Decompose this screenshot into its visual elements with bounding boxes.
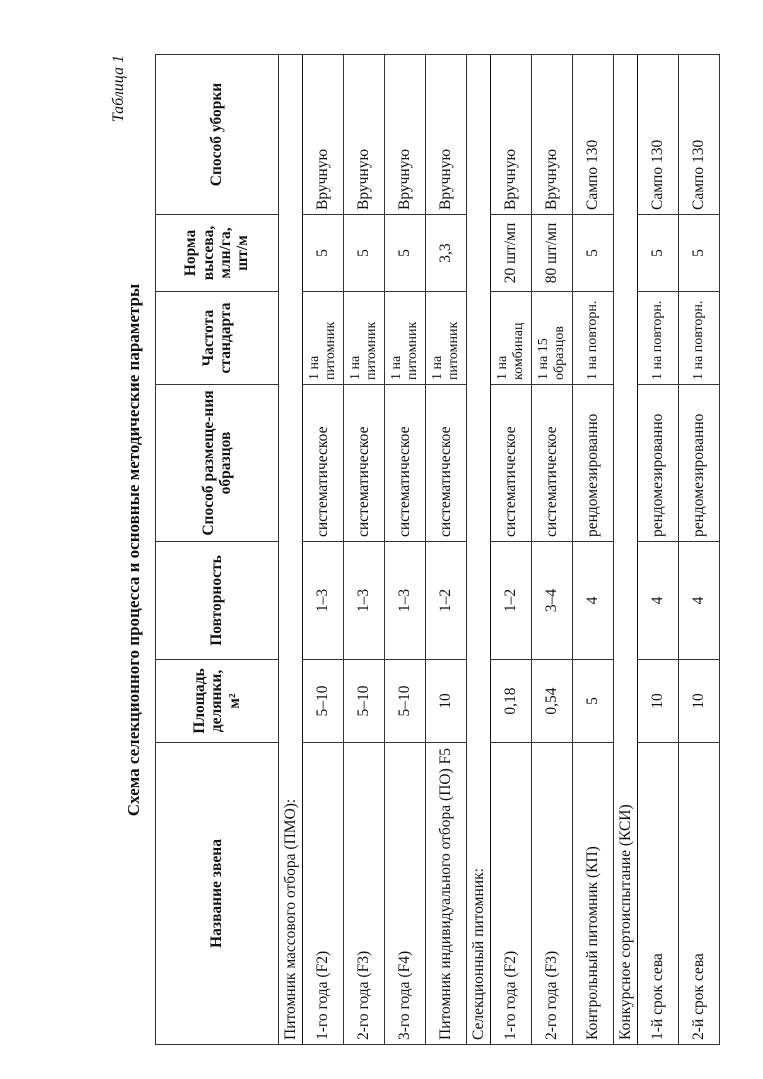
table-row: [344, 55, 385, 1045]
cell-repetition: 4: [573, 542, 614, 660]
col-header-area: Площадь делянки, м²: [156, 660, 279, 743]
table-row: [491, 55, 532, 1045]
table-row: [385, 55, 426, 1045]
col-header-standard-frequency: Частота стандарта: [156, 292, 279, 385]
cell-harvest: Вручную: [532, 55, 573, 215]
col-header-repetition: Повторность: [156, 542, 279, 660]
cell-repetition: 1–2: [426, 542, 467, 660]
cell-seeding-rate: 5: [344, 215, 385, 292]
cell-seeding-rate: 5: [385, 215, 426, 292]
cell-area: 10: [679, 660, 720, 743]
cell-name: 2-го года (F3): [344, 743, 385, 1045]
header-row: [156, 55, 279, 1045]
cell-placement: систематическое: [491, 385, 532, 542]
group-row: [614, 55, 638, 1045]
cell-repetition: 4: [679, 542, 720, 660]
cell-placement: систематическое: [344, 385, 385, 542]
table-row: [426, 55, 467, 1045]
cell-seeding-rate: 3,3: [426, 215, 467, 292]
cell-area: 0,54: [532, 660, 573, 743]
cell-seeding-rate: 20 шт/мп: [491, 215, 532, 292]
col-header-placement: Способ размеще-ния образцов: [156, 385, 279, 542]
cell-seeding-rate: 80 шт/мп: [532, 215, 573, 292]
cell-standard-frequency: 1 на питомник: [385, 292, 426, 385]
cell-standard-frequency: 1 на комбинац: [491, 292, 532, 385]
table-row: [573, 55, 614, 1045]
cell-repetition: 1–2: [491, 542, 532, 660]
cell-placement: рендомезированно: [573, 385, 614, 542]
table-row: [638, 55, 679, 1045]
cell-repetition: 3–4: [532, 542, 573, 660]
cell-area: 5: [573, 660, 614, 743]
group-title: Селекционный питомник:: [467, 55, 491, 1045]
col-header-seeding-rate: Норма высева, млн/га, шт/м: [156, 215, 279, 292]
cell-harvest: Вручную: [344, 55, 385, 215]
group-row: [279, 55, 303, 1045]
cell-standard-frequency: 1 на повторн.: [638, 292, 679, 385]
col-header-harvest: Способ уборки: [156, 55, 279, 215]
cell-repetition: 1–3: [344, 542, 385, 660]
cell-seeding-rate: 5: [573, 215, 614, 292]
table-row: [679, 55, 720, 1045]
cell-placement: систематическое: [303, 385, 344, 542]
cell-standard-frequency: 1 на питомник: [426, 292, 467, 385]
group-row: [467, 55, 491, 1045]
cell-seeding-rate: 5: [303, 215, 344, 292]
cell-repetition: 1–3: [303, 542, 344, 660]
cell-area: 5–10: [303, 660, 344, 743]
cell-repetition: 4: [638, 542, 679, 660]
cell-placement: систематическое: [426, 385, 467, 542]
methodology-table: [155, 54, 720, 1045]
cell-name: Питомник индивидуального отбора (ПО) F5: [426, 743, 467, 1045]
cell-harvest: Сампо 130: [638, 55, 679, 215]
cell-harvest: Вручную: [426, 55, 467, 215]
cell-area: 5–10: [344, 660, 385, 743]
rotated-page: [110, 55, 715, 1045]
cell-area: 0,18: [491, 660, 532, 743]
cell-area: 10: [638, 660, 679, 743]
group-title: Питомник массового отбора (ПМО):: [279, 55, 303, 1045]
cell-name: Контрольный питомник (КП): [573, 743, 614, 1045]
cell-placement: систематическое: [532, 385, 573, 542]
cell-area: 10: [426, 660, 467, 743]
cell-harvest: Сампо 130: [679, 55, 720, 215]
cell-placement: рендомезированно: [679, 385, 720, 542]
table-caption: Таблица 1: [110, 55, 127, 123]
cell-standard-frequency: 1 на повторн.: [573, 292, 614, 385]
cell-placement: рендомезированно: [638, 385, 679, 542]
cell-name: 2-й срок сева: [679, 743, 720, 1045]
cell-name: 1-го года (F2): [491, 743, 532, 1045]
cell-placement: систематическое: [385, 385, 426, 542]
cell-standard-frequency: 1 на повторн.: [679, 292, 720, 385]
cell-name: 1-го года (F2): [303, 743, 344, 1045]
cell-name: 3-го года (F4): [385, 743, 426, 1045]
cell-seeding-rate: 5: [638, 215, 679, 292]
cell-standard-frequency: 1 на 15 образцов: [532, 292, 573, 385]
cell-standard-frequency: 1 на питомник: [303, 292, 344, 385]
cell-name: 2-го года (F3): [532, 743, 573, 1045]
col-header-name: Название звена: [156, 743, 279, 1045]
table-title: Схема селекционного процесса и основные методические параметры: [124, 283, 143, 817]
group-title: Конкурсное сортоиспытание (КСИ): [614, 55, 638, 1045]
table-row: [303, 55, 344, 1045]
cell-name: 1-й срок сева: [638, 743, 679, 1045]
cell-repetition: 1–3: [385, 542, 426, 660]
cell-harvest: Сампо 130: [573, 55, 614, 215]
cell-harvest: Вручную: [385, 55, 426, 215]
cell-harvest: Вручную: [491, 55, 532, 215]
cell-standard-frequency: 1 на питомник: [344, 292, 385, 385]
cell-area: 5–10: [385, 660, 426, 743]
cell-harvest: Вручную: [303, 55, 344, 215]
table-row: [532, 55, 573, 1045]
cell-seeding-rate: 5: [679, 215, 720, 292]
